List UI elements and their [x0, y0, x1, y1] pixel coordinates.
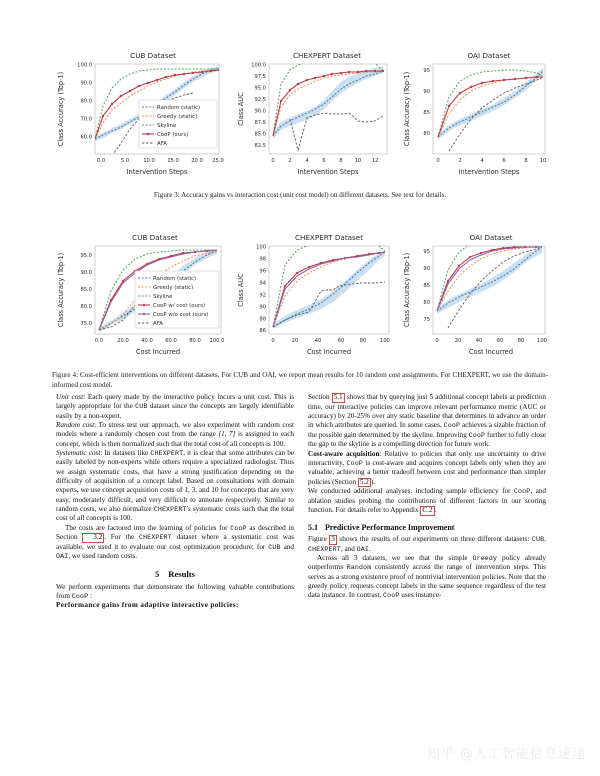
random-cost-heading: Random cost	[56, 421, 95, 430]
chart-legend	[135, 271, 219, 328]
y-axis-ticks	[80, 253, 92, 327]
svg-text:90.0: 90.0	[254, 108, 266, 115]
costs-text-c: . For the	[104, 533, 139, 542]
svg-text:8: 8	[524, 158, 528, 164]
dataset-chexpert: CHEXPERT	[139, 534, 172, 542]
svg-text:4: 4	[480, 158, 484, 164]
left-column	[56, 393, 294, 611]
systematic-cost-heading: Systematic cost	[56, 449, 101, 458]
svg-text:100.0: 100.0	[77, 62, 92, 69]
svg-text:80: 80	[517, 338, 525, 344]
analyses-text-b: , and ablation studies probing the contributions of different factors in our scoring function. For details refer to Appendix	[308, 487, 546, 515]
svg-text:40: 40	[475, 338, 483, 344]
paragraph-systematic-cost	[56, 449, 294, 524]
svg-text:70.0: 70.0	[80, 116, 92, 123]
svg-text:92: 92	[259, 292, 266, 299]
dataset-oai: OAI	[356, 545, 369, 553]
dataset-cub: CUB	[268, 543, 281, 551]
dataset-chexpert: CHEXPERT	[308, 545, 341, 553]
analyses-text-c: .	[434, 506, 437, 515]
svg-text:100: 100	[380, 338, 390, 344]
legend-label: CooP (ours)	[157, 132, 189, 138]
greedy-text-c: consistently across the range of intervention steps. This serves as a strong existence proof of nontrivial intervention policies. Note that the greedy policy requests concept labels in the same sequence regardless of the test data instance. In contrast,	[308, 563, 546, 600]
paragraph-figure3-ref	[308, 535, 546, 554]
legend-label: Random (static)	[153, 276, 197, 282]
svg-text:0: 0	[271, 158, 275, 164]
legend-label: Random (static)	[157, 105, 201, 111]
cost-aware-text-b: is cost-aware and acquires concept labels only when they are valuable, achieving a better tradeoff between cost and performance than simpler policies (Section	[308, 458, 546, 486]
x-axis-label: Intervention Steps	[297, 168, 359, 176]
ref-text-d: further to fully close the gap to the skyline is a compelling direction for future work.	[308, 430, 546, 449]
svg-text:10: 10	[539, 158, 547, 164]
figure-4-caption-line1: Figure 4: Cost-efficient interventions on different datasets. For CUB and OAI, we report mean results for 10 random cost	[52, 371, 401, 379]
figure-4-caption	[0, 370, 600, 390]
dataset-cub: CUB	[531, 535, 545, 543]
costs-text-f: , we used random costs.	[68, 552, 137, 561]
svg-text:20: 20	[291, 338, 299, 344]
chart-chexpert-fig3	[231, 46, 393, 186]
unit-cost-text-a: : Each query made by the interactive policy incurs a unit cost. This is largely appropriate for the	[56, 393, 295, 411]
x-axis-label: Cost Incurred	[306, 348, 352, 356]
svg-text:98: 98	[259, 256, 266, 263]
systematic-cost-text-b: , it is clear that some attributes can be easily labeled by non-experts while others require a specialized radiologist. Thus we assign systematic costs, that have a strong justification depending on the difficulty of acquisition of a concept label. Based on consultations with domain experts, we use concept acquisition costs of 1, 3, and 10 for concepts that are very easy, moderately difficult, and very difficult to annotate respectively. Similar to random costs, we also normalize	[56, 449, 295, 514]
figure-3-caption: Figure 3: Accuracy gains vs interaction cost (unit cost model) on different datasets. See text for details.	[153, 191, 447, 199]
chart-oai-fig4	[397, 228, 549, 366]
figure-4-caption-line2: assignments. For CHEXPERT, we use the domain-informed cost model.	[52, 371, 548, 389]
svg-text:90.0: 90.0	[80, 80, 92, 87]
costs-text-a: The costs are factored into the learning of policies for	[65, 523, 231, 532]
random-cost-text-b: is assigned to each concept, which is then normalized such that the total cost of all concepts is 100.	[56, 430, 294, 448]
y-axis-label: Class Accuracy (Top-1)	[57, 71, 65, 147]
svg-text:20.0: 20.0	[191, 158, 203, 164]
chart-title: CHEXPERT Dataset	[292, 51, 362, 60]
svg-text:96: 96	[259, 268, 266, 275]
dataset-oai: OAI	[56, 553, 69, 561]
svg-text:95.0: 95.0	[254, 85, 266, 92]
legend-label: AFA	[157, 141, 167, 147]
svg-text:0: 0	[435, 338, 439, 344]
svg-text:85: 85	[423, 110, 430, 116]
confidence-band	[437, 248, 542, 314]
paragraph-contributions	[56, 583, 294, 602]
method-coop: CooP	[443, 422, 461, 430]
svg-text:60: 60	[496, 338, 504, 344]
svg-text:80.0: 80.0	[80, 304, 92, 310]
costs-text-b: as described in Section	[56, 523, 294, 542]
dataset-chexpert: CHEXPERT	[153, 506, 187, 514]
body-columns	[56, 393, 546, 611]
systematic-cost-text-c: 's systematic costs such that the total cost of all concepts is 100.	[56, 505, 294, 523]
svg-text:100: 100	[256, 244, 266, 251]
legend-label: AFA	[153, 321, 163, 327]
paragraph-additional-analyses	[308, 487, 546, 515]
figure-4-charts	[0, 228, 600, 366]
svg-text:60.0: 60.0	[80, 134, 92, 141]
fig-ref-sep2: , and	[340, 544, 357, 553]
svg-text:10.0: 10.0	[143, 158, 155, 164]
costs-text-d: dataset where a systematic cost was available, we used it to evaluate our cost optimization procedure; for	[56, 533, 294, 551]
x-axis-label: Cost Incurred	[135, 348, 181, 356]
svg-text:95: 95	[423, 249, 430, 255]
svg-text:80: 80	[359, 338, 367, 344]
svg-text:2: 2	[458, 158, 462, 164]
ref-text-c: achieves a sizable fraction of the possible gain determined by the skyline. Improving	[308, 421, 546, 439]
cost-aware-heading: Cost-aware acquisition	[308, 449, 380, 458]
svg-text:0: 0	[271, 338, 275, 344]
svg-text:85.0: 85.0	[254, 131, 266, 138]
contributions-text-b: :	[88, 591, 93, 600]
y-axis-ticks	[256, 245, 267, 335]
subsection-title: Predictive Performance Improvement	[325, 522, 455, 532]
y-axis-ticks	[423, 249, 430, 323]
paragraph-section-51-summary	[308, 393, 546, 450]
section-number: 5	[154, 568, 160, 579]
svg-text:4: 4	[305, 158, 309, 164]
svg-text:25.0: 25.0	[212, 158, 224, 164]
figure-3-charts	[0, 46, 600, 186]
paragraph-costs-factored	[56, 524, 294, 562]
legend-label: Skyline	[157, 123, 177, 129]
svg-text:90: 90	[259, 304, 266, 311]
confidence-band	[438, 68, 543, 140]
svg-text:85: 85	[423, 283, 430, 289]
svg-text:82.5: 82.5	[254, 143, 266, 149]
figure-3	[0, 46, 600, 200]
svg-text:60: 60	[337, 338, 345, 344]
chart-cub-fig3	[51, 46, 227, 186]
section-ref-5-1[interactable]: 5.1	[333, 393, 343, 401]
chart-legend	[139, 100, 217, 148]
section-heading-results	[56, 569, 294, 579]
svg-text:95.0: 95.0	[80, 253, 92, 259]
paragraph-unit-cost	[56, 393, 294, 421]
legend-label: Greedy (static)	[153, 285, 194, 291]
y-axis-ticks	[251, 63, 266, 150]
policy-greedy: Greedy	[472, 554, 498, 562]
chart-title: CUB Dataset	[130, 51, 176, 60]
svg-text:6: 6	[322, 158, 326, 164]
legend-label: Skyline	[153, 294, 173, 300]
svg-text:80.0: 80.0	[189, 338, 201, 344]
policy-random: Random	[346, 564, 372, 572]
svg-text:80: 80	[423, 131, 430, 137]
svg-text:85.0: 85.0	[80, 287, 92, 293]
method-coop: CooP	[230, 524, 247, 532]
chart-oai-fig3	[397, 46, 549, 186]
right-column	[308, 393, 546, 611]
fig-ref-text-c: .	[368, 544, 371, 553]
greedy-text-a: Across all 3 datasets, we see that the simple	[317, 553, 473, 562]
x-axis-ticks	[271, 338, 390, 344]
svg-text:10: 10	[354, 158, 362, 164]
greedy-text-d: uses instance-	[399, 591, 442, 600]
legend-label: CooP w/ cost (ours)	[153, 303, 206, 309]
legend-label: Greedy (static)	[157, 114, 198, 120]
section-ref-3-2[interactable]: 3.2	[82, 533, 104, 543]
unit-cost-heading: Unit cost	[56, 393, 84, 401]
svg-text:40: 40	[314, 338, 322, 344]
chart-title: CHEXPERT Dataset	[294, 233, 364, 242]
method-coop: CooP	[71, 592, 89, 600]
svg-text:86: 86	[259, 328, 266, 334]
chart-title: CUB Dataset	[132, 233, 178, 242]
svg-text:0.0: 0.0	[96, 158, 106, 164]
performance-gains-heading: Performance gains from adaptive interactive policies:	[56, 601, 239, 610]
svg-text:8: 8	[339, 158, 343, 164]
svg-text:90: 90	[423, 266, 430, 272]
chart-title: OAI Dataset	[467, 51, 511, 60]
y-axis-label: Class Accuracy (Top-1)	[403, 71, 411, 147]
svg-text:12: 12	[371, 158, 379, 164]
systematic-cost-text-a: : In datasets like	[100, 449, 151, 458]
x-axis-label: Intervention Steps	[458, 168, 520, 176]
chart-title: OAI Dataset	[469, 233, 513, 242]
section-ref-5-2[interactable]: 5.2	[359, 477, 369, 486]
watermark: 知乎 @人工智能信息速递	[426, 747, 586, 762]
svg-text:95: 95	[423, 68, 430, 74]
cost-aware-text-c: ).	[370, 477, 376, 486]
method-coop: CooP	[513, 488, 531, 496]
svg-text:80: 80	[423, 300, 430, 306]
method-coop: CooP	[468, 431, 486, 439]
svg-text:100.0: 100.0	[209, 338, 225, 344]
chart-cub-fig4	[51, 228, 227, 366]
fig-ref-text-a: Figure	[308, 534, 330, 543]
subsection-heading-51	[308, 523, 546, 532]
svg-text:0.0: 0.0	[94, 338, 104, 344]
svg-text:60.0: 60.0	[165, 338, 177, 344]
svg-text:97.5: 97.5	[254, 74, 266, 80]
svg-text:0: 0	[436, 158, 440, 164]
svg-text:5.0: 5.0	[120, 158, 130, 164]
greedy-text-b: policy already outperforms	[308, 553, 546, 572]
svg-text:40.0: 40.0	[141, 338, 153, 344]
x-axis-label: Intervention Steps	[126, 168, 188, 176]
x-axis-ticks	[436, 158, 546, 164]
svg-text:94: 94	[259, 280, 266, 287]
series-afa	[449, 77, 543, 151]
ref-text-a: Section	[308, 393, 332, 401]
svg-text:87.5: 87.5	[254, 120, 266, 126]
svg-text:75: 75	[423, 317, 430, 323]
svg-text:100: 100	[537, 338, 547, 344]
cost-aware-text-a: : Relative to policies that only use uncertainty to drive interactivity,	[308, 449, 546, 467]
dataset-cub: CUB	[135, 403, 148, 411]
paragraph-performance-gains-heading	[56, 601, 294, 610]
x-axis-ticks	[435, 338, 547, 344]
y-axis-ticks	[423, 68, 430, 137]
svg-text:6: 6	[502, 158, 506, 164]
figure-4	[0, 228, 600, 390]
svg-text:92.5: 92.5	[254, 97, 266, 103]
y-axis-ticks	[77, 63, 92, 141]
svg-text:75.0: 75.0	[80, 321, 92, 327]
paragraph-random-cost	[56, 421, 294, 449]
unit-cost-text-b: dataset since the concepts are largely identifiable easily by a non-expert.	[56, 402, 294, 420]
random-cost-text-a: : To stress test our approach, we also experiment with random cost models where a randomly chosen cost from the range	[56, 421, 294, 439]
y-axis-label: Class Accuracy (Top-1)	[57, 252, 65, 328]
legend-label: CooP w/o cost (ours)	[153, 312, 209, 318]
svg-text:88: 88	[259, 316, 266, 323]
x-axis-ticks	[95, 338, 225, 344]
method-coop: CooP	[383, 592, 400, 600]
section-title: Results	[168, 568, 196, 579]
x-axis-ticks	[97, 158, 224, 164]
paragraph-greedy-random	[308, 554, 546, 601]
y-axis-label: Class AUC	[237, 273, 245, 307]
y-axis-label: Class Accuracy (Top-1)	[403, 252, 411, 328]
fig-ref-text-b: shows the results of our experiments on three different datasets:	[336, 534, 532, 543]
contributions-text-a: We perform experiments that demonstrate the following valuable contributions from	[56, 582, 294, 600]
fig-ref-sep1: ,	[544, 534, 546, 543]
figure-ref-3[interactable]: 3	[331, 534, 335, 543]
costs-text-e: and	[280, 542, 294, 551]
subsection-number: 5.1	[308, 522, 318, 532]
svg-text:2: 2	[288, 158, 292, 164]
svg-text:90.0: 90.0	[80, 270, 92, 276]
dataset-chexpert: CHEXPERT	[150, 450, 184, 458]
ref-text-b: shows that by querying just 5 additional concept labels at prediction time, our interactive policies can improve relevant performance metric (AUC or accuracy) by 20-25% over any static baseline that determines in advance an order in which attributes are queried. In some cases,	[308, 393, 546, 430]
x-axis-ticks	[271, 158, 378, 164]
svg-text:20.0: 20.0	[117, 338, 129, 344]
svg-text:80.0: 80.0	[80, 98, 92, 105]
svg-text:90: 90	[423, 89, 430, 95]
y-axis-label: Class AUC	[237, 92, 245, 126]
x-axis-label: Cost Incurred	[468, 348, 514, 356]
svg-text:100.0: 100.0	[251, 62, 266, 69]
appendix-ref-c-2[interactable]: C.2	[422, 506, 433, 515]
method-coop: CooP	[346, 459, 363, 467]
cost-range: [1, 7]	[218, 430, 236, 439]
paragraph-cost-aware	[308, 450, 546, 488]
analyses-text-a: We conducted additional analyses, including sample efficiency for	[308, 487, 514, 496]
svg-text:15.0: 15.0	[167, 158, 179, 164]
chart-chexpert-fig4	[231, 228, 393, 366]
svg-text:20: 20	[454, 338, 462, 344]
